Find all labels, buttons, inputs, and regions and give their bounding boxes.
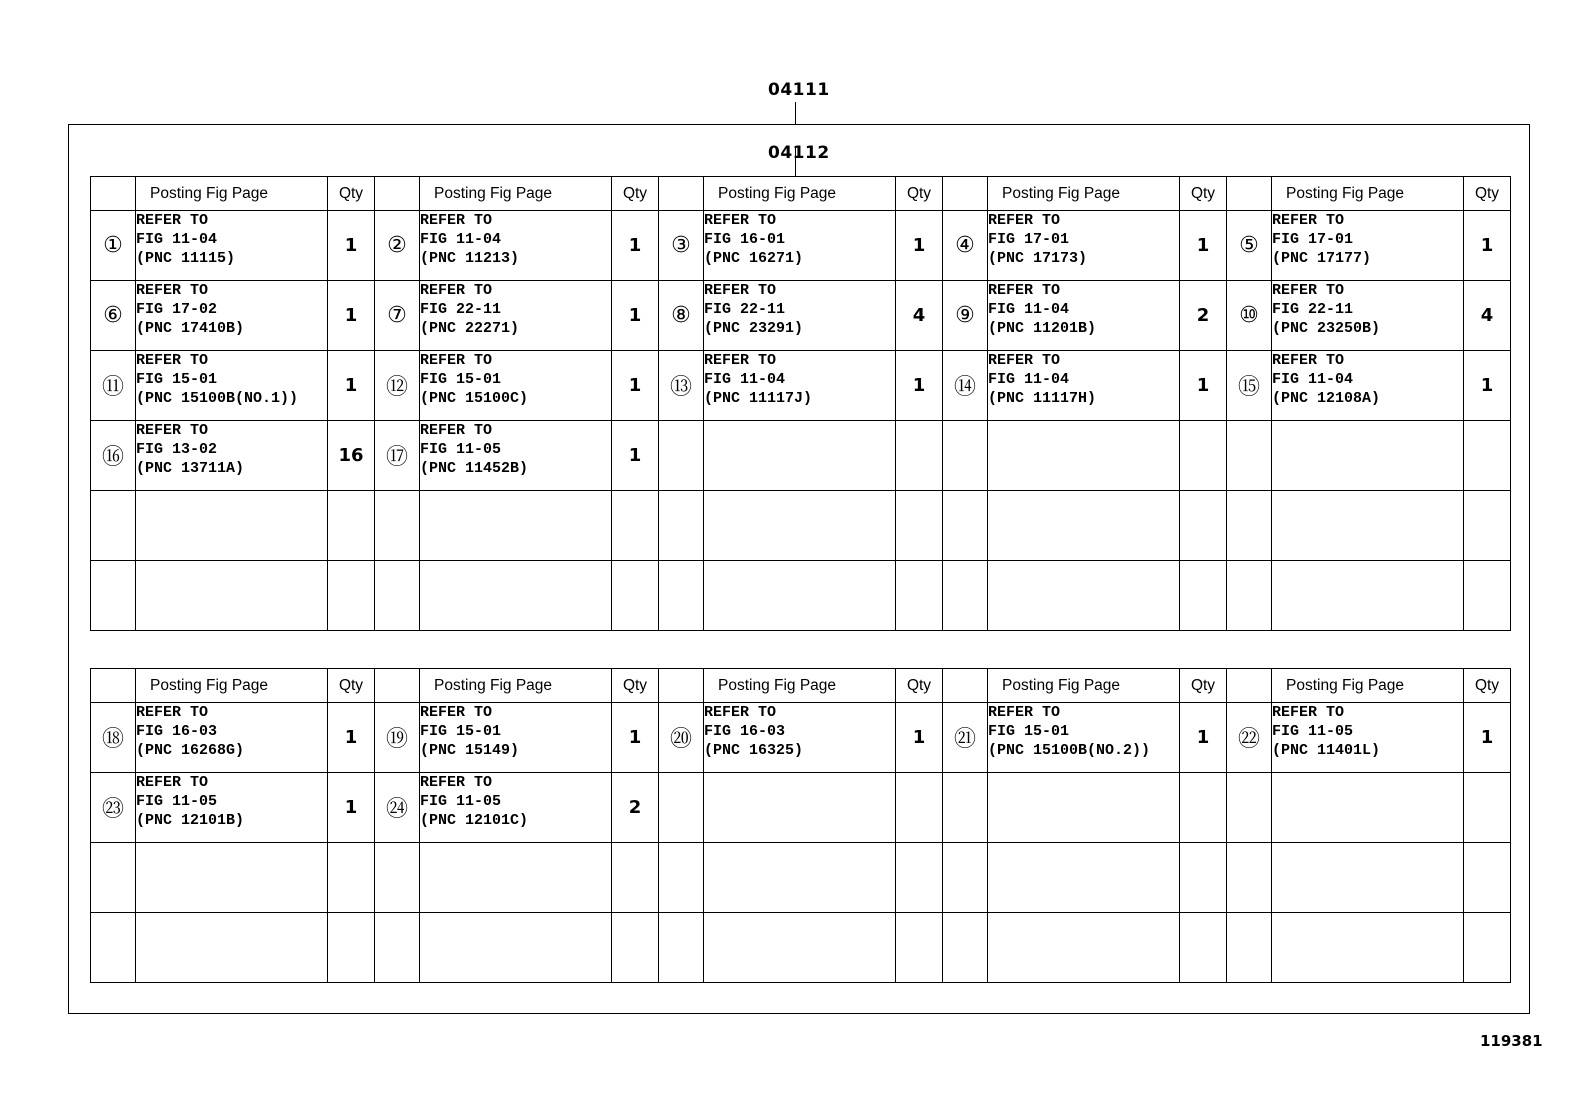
- table-row: [91, 703, 1511, 773]
- item-number: ⑨: [943, 281, 988, 351]
- pnc-reference: (PNC 11117J): [704, 390, 813, 407]
- qty-value: [896, 421, 943, 491]
- item-number: [943, 421, 988, 491]
- refer-to-text: REFER TO: [1272, 704, 1345, 721]
- reference-cell: [988, 421, 1180, 491]
- qty-value: 2: [1180, 281, 1227, 351]
- reference-cell: [988, 703, 1180, 773]
- reference-cell: [988, 773, 1180, 843]
- item-number: ⑱: [91, 703, 136, 773]
- pnc-reference: (PNC 13711A): [136, 460, 245, 477]
- refer-to-text: REFER TO: [136, 774, 209, 791]
- qty-value: 1: [612, 421, 659, 491]
- qty-value: [612, 491, 659, 561]
- table-row: [91, 281, 1511, 351]
- refer-to-text: REFER TO: [420, 422, 493, 439]
- header-posting-fig-page: Posting Fig Page: [704, 669, 896, 703]
- pnc-reference: (PNC 11452B): [420, 460, 529, 477]
- qty-value: 16: [328, 421, 375, 491]
- reference-cell: [1272, 281, 1464, 351]
- qty-value: [328, 843, 375, 913]
- pnc-reference: (PNC 15149): [420, 742, 520, 759]
- reference-cell: [420, 211, 612, 281]
- item-number: [659, 491, 704, 561]
- header-blank: [943, 177, 988, 211]
- reference-cell: [704, 703, 896, 773]
- reference-cell: [1272, 913, 1464, 983]
- refer-to-text: REFER TO: [1272, 212, 1345, 229]
- reference-cell: [420, 281, 612, 351]
- item-number: [943, 491, 988, 561]
- header-blank: [943, 669, 988, 703]
- item-number: ④: [943, 211, 988, 281]
- item-number: ⑧: [659, 281, 704, 351]
- document-number: 119381: [1480, 1032, 1543, 1050]
- reference-cell: [988, 211, 1180, 281]
- reference-cell: [704, 913, 896, 983]
- item-number: [91, 561, 136, 631]
- header-qty: Qty: [328, 177, 375, 211]
- reference-cell: [704, 561, 896, 631]
- reference-table-2: [90, 668, 1511, 983]
- item-number: [91, 491, 136, 561]
- fig-reference: FIG 22-11: [420, 301, 502, 318]
- reference-cell: [704, 351, 896, 421]
- refer-to-text: REFER TO: [704, 352, 777, 369]
- qty-value: [612, 843, 659, 913]
- qty-value: 1: [328, 351, 375, 421]
- header-blank: [375, 177, 420, 211]
- fig-reference: FIG 11-04: [704, 371, 786, 388]
- item-number: ②: [375, 211, 420, 281]
- qty-value: 1: [612, 351, 659, 421]
- header-posting-fig-page: Posting Fig Page: [420, 669, 612, 703]
- pnc-reference: (PNC 16271): [704, 250, 804, 267]
- qty-value: 1: [328, 773, 375, 843]
- pnc-reference: (PNC 16325): [704, 742, 804, 759]
- qty-value: 1: [1464, 351, 1511, 421]
- qty-value: [1180, 773, 1227, 843]
- leader-line-04111: [795, 102, 796, 124]
- reference-cell: [1272, 351, 1464, 421]
- qty-value: [1464, 913, 1511, 983]
- pnc-reference: (PNC 15100C): [420, 390, 529, 407]
- qty-value: [1180, 491, 1227, 561]
- item-number: [375, 561, 420, 631]
- fig-reference: FIG 11-05: [420, 441, 502, 458]
- refer-to-text: REFER TO: [420, 774, 493, 791]
- item-number: ⑯: [91, 421, 136, 491]
- pnc-reference: (PNC 23291): [704, 320, 804, 337]
- header-qty: Qty: [896, 177, 943, 211]
- header-blank: [375, 669, 420, 703]
- header-qty: Qty: [1464, 669, 1511, 703]
- qty-value: [612, 913, 659, 983]
- reference-cell: [1272, 843, 1464, 913]
- header-row: [91, 177, 1511, 211]
- qty-value: [328, 491, 375, 561]
- fig-reference: FIG 11-04: [1272, 371, 1354, 388]
- fig-reference: FIG 16-03: [136, 723, 218, 740]
- fig-reference: FIG 11-05: [1272, 723, 1354, 740]
- qty-value: 1: [612, 281, 659, 351]
- reference-cell: [704, 491, 896, 561]
- table-row: [91, 211, 1511, 281]
- refer-to-text: REFER TO: [420, 704, 493, 721]
- reference-cell: [1272, 703, 1464, 773]
- qty-value: 1: [328, 281, 375, 351]
- qty-value: [1464, 491, 1511, 561]
- pnc-reference: (PNC 17410B): [136, 320, 245, 337]
- item-number: [659, 843, 704, 913]
- pnc-reference: (PNC 11213): [420, 250, 520, 267]
- fig-reference: FIG 17-01: [988, 231, 1070, 248]
- qty-value: 1: [328, 703, 375, 773]
- fig-reference: FIG 17-01: [1272, 231, 1354, 248]
- header-blank: [1227, 177, 1272, 211]
- reference-cell: [136, 773, 328, 843]
- qty-value: [1464, 561, 1511, 631]
- fig-reference: FIG 16-01: [704, 231, 786, 248]
- refer-to-text: REFER TO: [420, 212, 493, 229]
- qty-value: 2: [612, 773, 659, 843]
- qty-value: [1464, 843, 1511, 913]
- item-number: ⑭: [943, 351, 988, 421]
- item-number: [659, 913, 704, 983]
- fig-reference: FIG 11-05: [136, 793, 218, 810]
- reference-cell: [1272, 421, 1464, 491]
- header-posting-fig-page: Posting Fig Page: [988, 669, 1180, 703]
- item-number: [659, 561, 704, 631]
- reference-cell: [136, 843, 328, 913]
- pnc-reference: (PNC 22271): [420, 320, 520, 337]
- item-number: ⑦: [375, 281, 420, 351]
- pnc-reference: (PNC 11117H): [988, 390, 1097, 407]
- reference-cell: [988, 491, 1180, 561]
- header-posting-fig-page: Posting Fig Page: [1272, 177, 1464, 211]
- reference-cell: [136, 913, 328, 983]
- fig-reference: FIG 13-02: [136, 441, 218, 458]
- item-number: [1227, 491, 1272, 561]
- header-posting-fig-page: Posting Fig Page: [136, 177, 328, 211]
- item-number: ⑫: [375, 351, 420, 421]
- reference-cell: [988, 913, 1180, 983]
- item-number: ⑬: [659, 351, 704, 421]
- item-number: ㉒: [1227, 703, 1272, 773]
- fig-reference: FIG 15-01: [136, 371, 218, 388]
- pnc-reference: (PNC 16268G): [136, 742, 245, 759]
- qty-value: [612, 561, 659, 631]
- qty-value: [896, 561, 943, 631]
- header-row: [91, 669, 1511, 703]
- reference-cell: [1272, 773, 1464, 843]
- reference-cell: [420, 703, 612, 773]
- reference-cell: [420, 913, 612, 983]
- qty-value: [1180, 421, 1227, 491]
- reference-cell: [136, 211, 328, 281]
- reference-cell: [136, 561, 328, 631]
- qty-value: 4: [1464, 281, 1511, 351]
- pnc-reference: (PNC 11401L): [1272, 742, 1381, 759]
- table-row: [91, 843, 1511, 913]
- item-number: [91, 843, 136, 913]
- qty-value: [1464, 421, 1511, 491]
- qty-value: 1: [1180, 351, 1227, 421]
- refer-to-text: REFER TO: [988, 212, 1061, 229]
- qty-value: [1464, 773, 1511, 843]
- fig-reference: FIG 11-05: [420, 793, 502, 810]
- leader-line-04112: [795, 146, 796, 176]
- refer-to-text: REFER TO: [420, 282, 493, 299]
- reference-cell: [136, 491, 328, 561]
- item-number: [91, 913, 136, 983]
- item-number: ③: [659, 211, 704, 281]
- item-number: ⑤: [1227, 211, 1272, 281]
- reference-cell: [1272, 491, 1464, 561]
- refer-to-text: REFER TO: [1272, 282, 1345, 299]
- item-number: ㉑: [943, 703, 988, 773]
- fig-reference: FIG 11-04: [136, 231, 218, 248]
- item-number: [375, 491, 420, 561]
- item-number: [1227, 913, 1272, 983]
- item-number: ⑪: [91, 351, 136, 421]
- table-row: [91, 351, 1511, 421]
- assembly-label-04111: 04111: [768, 80, 830, 100]
- qty-value: 1: [612, 703, 659, 773]
- qty-value: 1: [896, 703, 943, 773]
- reference-cell: [704, 421, 896, 491]
- reference-cell: [704, 843, 896, 913]
- header-posting-fig-page: Posting Fig Page: [136, 669, 328, 703]
- table-row: [91, 421, 1511, 491]
- reference-cell: [136, 281, 328, 351]
- pnc-reference: (PNC 11201B): [988, 320, 1097, 337]
- item-number: [659, 421, 704, 491]
- qty-value: 1: [328, 211, 375, 281]
- item-number: ①: [91, 211, 136, 281]
- refer-to-text: REFER TO: [704, 282, 777, 299]
- reference-cell: [420, 843, 612, 913]
- qty-value: [328, 913, 375, 983]
- qty-value: 1: [1464, 211, 1511, 281]
- header-posting-fig-page: Posting Fig Page: [1272, 669, 1464, 703]
- pnc-reference: (PNC 15100B(NO.2)): [988, 742, 1151, 759]
- reference-cell: [704, 281, 896, 351]
- pnc-reference: (PNC 12101C): [420, 812, 529, 829]
- item-number: [943, 913, 988, 983]
- refer-to-text: REFER TO: [136, 422, 209, 439]
- item-number: ㉓: [91, 773, 136, 843]
- refer-to-text: REFER TO: [136, 282, 209, 299]
- item-number: ⑰: [375, 421, 420, 491]
- fig-reference: FIG 15-01: [988, 723, 1070, 740]
- refer-to-text: REFER TO: [988, 352, 1061, 369]
- item-number: [659, 773, 704, 843]
- header-qty: Qty: [612, 177, 659, 211]
- refer-to-text: REFER TO: [136, 352, 209, 369]
- header-posting-fig-page: Posting Fig Page: [988, 177, 1180, 211]
- reference-cell: [988, 561, 1180, 631]
- item-number: [1227, 843, 1272, 913]
- refer-to-text: REFER TO: [704, 212, 777, 229]
- reference-cell: [1272, 561, 1464, 631]
- header-posting-fig-page: Posting Fig Page: [704, 177, 896, 211]
- reference-table-1: [90, 176, 1511, 631]
- refer-to-text: REFER TO: [704, 704, 777, 721]
- refer-to-text: REFER TO: [988, 704, 1061, 721]
- pnc-reference: (PNC 23250B): [1272, 320, 1381, 337]
- qty-value: [896, 491, 943, 561]
- item-number: [375, 843, 420, 913]
- item-number: ㉔: [375, 773, 420, 843]
- item-number: [1227, 773, 1272, 843]
- item-number: [1227, 421, 1272, 491]
- qty-value: [1180, 561, 1227, 631]
- reference-cell: [136, 421, 328, 491]
- item-number: [943, 561, 988, 631]
- reference-cell: [420, 351, 612, 421]
- refer-to-text: REFER TO: [1272, 352, 1345, 369]
- header-qty: Qty: [1180, 669, 1227, 703]
- fig-reference: FIG 22-11: [704, 301, 786, 318]
- pnc-reference: (PNC 12101B): [136, 812, 245, 829]
- pnc-reference: (PNC 15100B(NO.1)): [136, 390, 299, 407]
- header-qty: Qty: [1180, 177, 1227, 211]
- pnc-reference: (PNC 12108A): [1272, 390, 1381, 407]
- pnc-reference: (PNC 11115): [136, 250, 236, 267]
- qty-value: 1: [1464, 703, 1511, 773]
- refer-to-text: REFER TO: [988, 282, 1061, 299]
- fig-reference: FIG 15-01: [420, 371, 502, 388]
- reference-cell: [136, 703, 328, 773]
- reference-cell: [136, 351, 328, 421]
- header-blank: [91, 669, 136, 703]
- reference-cell: [988, 281, 1180, 351]
- header-qty: Qty: [896, 669, 943, 703]
- qty-value: [1180, 843, 1227, 913]
- item-number: [375, 913, 420, 983]
- fig-reference: FIG 22-11: [1272, 301, 1354, 318]
- reference-cell: [704, 211, 896, 281]
- fig-reference: FIG 11-04: [988, 301, 1070, 318]
- qty-value: 4: [896, 281, 943, 351]
- table-row: [91, 491, 1511, 561]
- fig-reference: FIG 11-04: [420, 231, 502, 248]
- table-row: [91, 561, 1511, 631]
- fig-reference: FIG 16-03: [704, 723, 786, 740]
- refer-to-text: REFER TO: [136, 704, 209, 721]
- header-qty: Qty: [612, 669, 659, 703]
- qty-value: [896, 773, 943, 843]
- reference-cell: [420, 421, 612, 491]
- qty-value: [328, 561, 375, 631]
- qty-value: 1: [612, 211, 659, 281]
- reference-cell: [1272, 211, 1464, 281]
- qty-value: [896, 843, 943, 913]
- table-row: [91, 913, 1511, 983]
- fig-reference: FIG 11-04: [988, 371, 1070, 388]
- item-number: ⑲: [375, 703, 420, 773]
- pnc-reference: (PNC 17177): [1272, 250, 1372, 267]
- header-posting-fig-page: Posting Fig Page: [420, 177, 612, 211]
- item-number: [1227, 561, 1272, 631]
- fig-reference: FIG 17-02: [136, 301, 218, 318]
- header-blank: [659, 669, 704, 703]
- assembly-label-04112: 04112: [768, 143, 830, 163]
- header-blank: [659, 177, 704, 211]
- item-number: [943, 773, 988, 843]
- item-number: ⑳: [659, 703, 704, 773]
- reference-cell: [420, 491, 612, 561]
- header-qty: Qty: [1464, 177, 1511, 211]
- item-number: ⑮: [1227, 351, 1272, 421]
- qty-value: 1: [896, 351, 943, 421]
- refer-to-text: REFER TO: [136, 212, 209, 229]
- item-number: [943, 843, 988, 913]
- item-number: ⑥: [91, 281, 136, 351]
- reference-cell: [988, 351, 1180, 421]
- refer-to-text: REFER TO: [420, 352, 493, 369]
- pnc-reference: (PNC 17173): [988, 250, 1088, 267]
- table-row: [91, 773, 1511, 843]
- qty-value: 1: [1180, 211, 1227, 281]
- qty-value: 1: [896, 211, 943, 281]
- reference-cell: [420, 561, 612, 631]
- header-qty: Qty: [328, 669, 375, 703]
- qty-value: 1: [1180, 703, 1227, 773]
- reference-cell: [988, 843, 1180, 913]
- item-number: ⑩: [1227, 281, 1272, 351]
- header-blank: [1227, 669, 1272, 703]
- qty-value: [896, 913, 943, 983]
- reference-cell: [420, 773, 612, 843]
- qty-value: [1180, 913, 1227, 983]
- reference-cell: [704, 773, 896, 843]
- fig-reference: FIG 15-01: [420, 723, 502, 740]
- header-blank: [91, 177, 136, 211]
